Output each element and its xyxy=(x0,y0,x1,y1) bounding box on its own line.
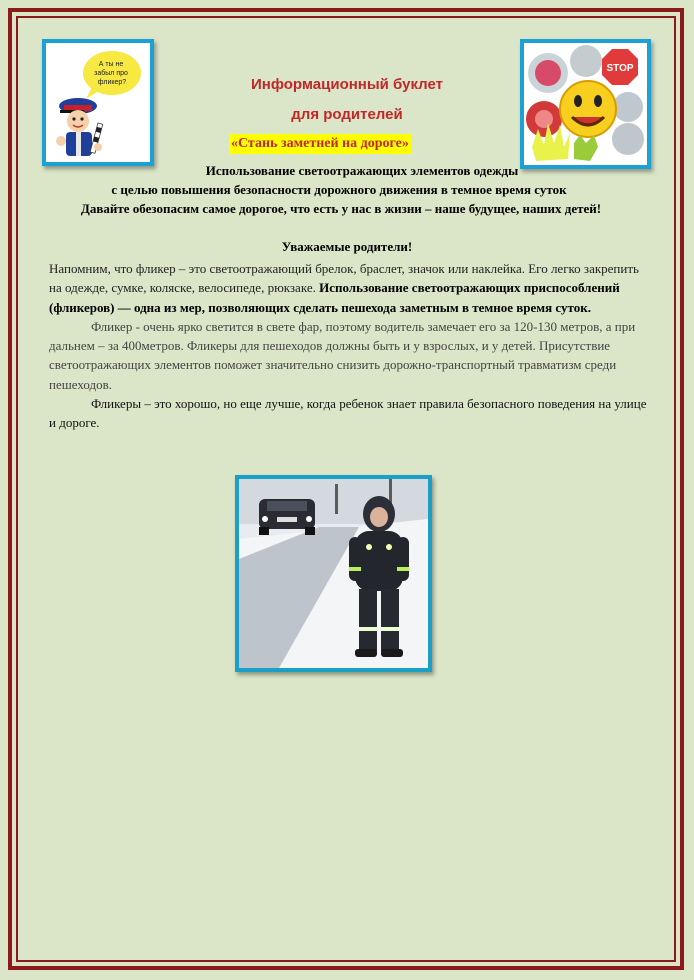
article-body xyxy=(49,259,649,433)
greeting-heading: Уважаемые родители! xyxy=(281,239,413,254)
intro-line-3: Давайте обезопасим самое дорогое, что есть у нас в жизни – наше будущее, наших детей! xyxy=(80,201,602,216)
intro-line-2: с целью повышения безопасности дорожного движения в темное время суток xyxy=(111,182,567,197)
paragraph-1-bold: Использование светоотражающих приспособлений (фликеров) — одна из мер, позволяющих сделать пешехода заметным в темное время суток. xyxy=(49,280,620,315)
stop-sign-text: STOP xyxy=(606,63,634,74)
paragraph-1-text: Напомним, что фликер – это светоотражающий брелок, браслет, значок или наклейка. Его легко закрепить на одежде, сумке, коляске, велосипеде, рюкзаке. xyxy=(49,261,639,296)
reflectors-drawing xyxy=(524,43,647,165)
booklet-title: Информационный буклет xyxy=(251,76,443,93)
bubble-text: А ты не забыл про фликер? xyxy=(94,61,128,86)
paragraph-1 xyxy=(49,259,649,317)
booklet-slogan: «Стань заметней на дороге» xyxy=(229,134,411,154)
policeman-illustration xyxy=(42,39,154,166)
intro-line-1: Использование светоотражающих элементов одежды xyxy=(205,163,519,178)
booklet-audience: для родителей xyxy=(291,106,403,123)
paragraph-2: Фликер - очень ярко светится в свете фар, поэтому водитель замечает его за 120-130 метров, а при дальнем – за 400метров. Фликеры для пешеходов должны быть и у взрослых, и у детей. Присутствие светоотражающих элементов поможет значительно снизить дорожно-транспортный травматизм среди пешеходов. xyxy=(49,318,636,392)
child-photo xyxy=(235,475,432,672)
policeman-drawing xyxy=(46,43,150,162)
paragraph-3: Фликеры – это хорошо, но еще лучше, когда ребенок знает правила безопасного поведения на улице и дороге. xyxy=(49,396,647,431)
child-photo-drawing xyxy=(239,479,428,668)
reflectors-collage xyxy=(520,39,651,169)
